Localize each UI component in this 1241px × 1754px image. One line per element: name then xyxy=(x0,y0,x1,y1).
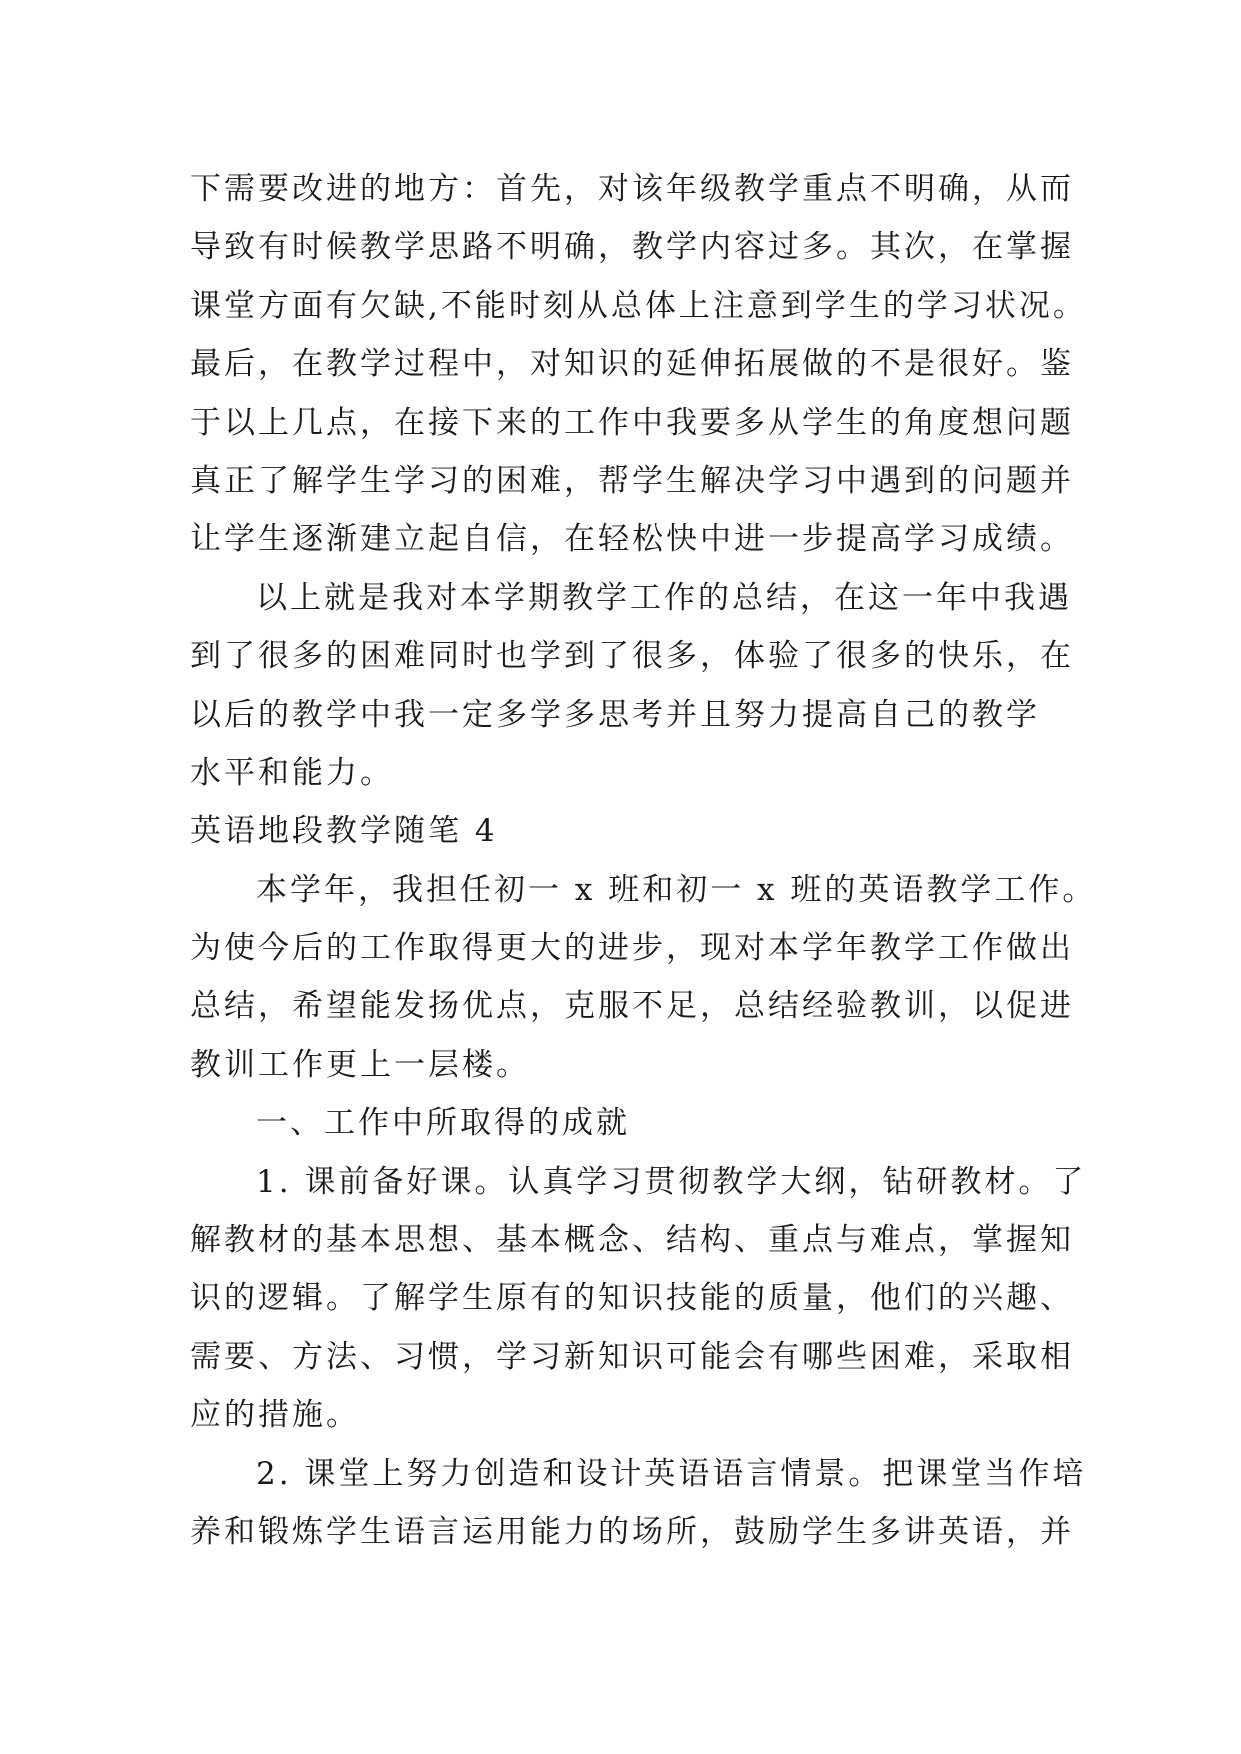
text-line: 解教材的基本思想、基本概念、结构、重点与难点，掌握知 xyxy=(190,1222,1074,1259)
text-line: 水平和能力。 xyxy=(190,754,394,791)
text-line: 导致有时候教学思路不明确，教学内容过多。其次，在掌握 xyxy=(190,229,1074,266)
list-item-first-line: 2. 课堂上努力创造和设计英语语言情景。把课堂当作培 xyxy=(256,1455,1087,1492)
text-line: 教训工作更上一层楼。 xyxy=(190,1046,530,1083)
document-body xyxy=(190,160,1097,1561)
text-line: 让学生逐渐建立起自信，在轻松快中进一步提高学习成绩。 xyxy=(190,521,1074,558)
text-line: 识的逻辑。了解学生原有的知识技能的质量，他们的兴趣、 xyxy=(190,1280,1074,1317)
paragraph-first-line: 以上就是我对本学期教学工作的总结，在这一年中我遇 xyxy=(256,579,1072,616)
text-line: 需要、方法、习惯，学习新知识可能会有哪些困难，采取相 xyxy=(190,1338,1074,1375)
text-line: 课堂方面有欠缺,不能时刻从总体上注意到学生的学习状况。 xyxy=(190,287,1087,324)
text-line: 最后，在教学过程中，对知识的延伸拓展做的不是很好。鉴 xyxy=(190,346,1074,383)
text-line: 以后的教学中我一定多学多思考并且努力提高自己的教学 xyxy=(190,696,1040,733)
text-line: 应的措施。 xyxy=(190,1397,360,1434)
text-line: 总结，希望能发扬优点，克服不足，总结经验教训，以促进 xyxy=(190,988,1074,1025)
section-heading: 英语地段教学随笔 4 xyxy=(190,813,498,850)
text-line: 下需要改进的地方：首先，对该年级教学重点不明确，从而 xyxy=(190,171,1074,207)
text-line: 于以上几点，在接下来的工作中我要多从学生的角度想问题 xyxy=(190,404,1074,441)
subsection-heading: 一、工作中所取得的成就 xyxy=(256,1105,630,1142)
list-item-first-line: 1. 课前备好课。认真学习贯彻教学大纲，钻研教材。了 xyxy=(256,1163,1087,1200)
text-line: 到了很多的困难同时也学到了很多，体验了很多的快乐，在 xyxy=(190,638,1074,675)
text-line: 真正了解学生学习的困难，帮学生解决学习中遇到的问题并 xyxy=(190,462,1074,499)
text-line: 养和锻炼学生语言运用能力的场所，鼓励学生多讲英语，并 xyxy=(190,1513,1074,1550)
text-line: 为使今后的工作取得更大的进步，现对本学年教学工作做出 xyxy=(190,930,1074,967)
paragraph-first-line: 本学年，我担任初一 x 班和初一 x 班的英语教学工作。 xyxy=(256,871,1097,908)
